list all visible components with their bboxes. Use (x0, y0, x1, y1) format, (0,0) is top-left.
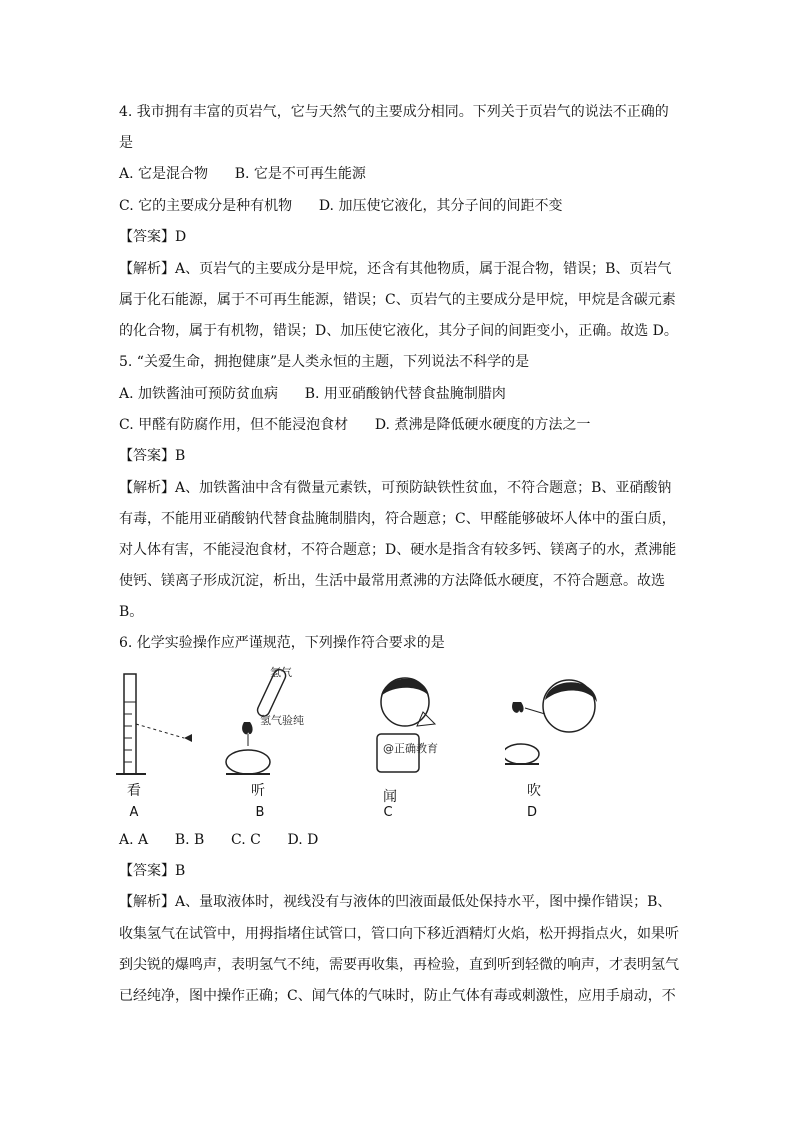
q5-analysis-line: 使钙、镁离子形成沉淀，析出，生活中最常用煮沸的方法降低水硬度，不符合题意。故选 (119, 573, 665, 589)
figure-letter-a: A (129, 805, 139, 820)
figure-letter-c: C (383, 805, 393, 820)
q5-analysis-line: 有毒，不能用亚硝酸钠代替食盐腌制腊肉，符合题意；C、甲醛能够破坏人体中的蛋白质， (119, 511, 676, 527)
q5-options-cd: C. 甲醛有防腐作用，但不能浸泡食材 D. 煮沸是降低硬水硬度的方法之一 (119, 417, 591, 433)
q5-analysis-line: 【解析】A、加铁酱油中含有微量元素铁，可预防缺铁性贫血，不符合题意；B、亚硝酸钠 (119, 480, 672, 496)
q6-analysis-line: 【解析】A、量取液体时，视线没有与液体的凹液面最低处保持水平，图中操作错误；B、 (119, 894, 672, 910)
q4-analysis-line: 【解析】A、页岩气的主要成分是甲烷，还含有其他物质，属于混合物，错误；B、页岩气 (119, 261, 672, 277)
q4-options-ab: A. 它是混合物 B. 它是不可再生能源 (119, 166, 366, 182)
blowing-illustration (505, 662, 655, 782)
q6-analysis-line: 已经纯净，图中操作正确；C、闻气体的气味时，防止气体有毒或刺激性，应用手扇动，不 (119, 988, 676, 1004)
q5-analysis-line: B。 (119, 604, 144, 620)
tube-label-top: 氢气 (270, 666, 292, 679)
watermark: @正确教育 (383, 742, 438, 755)
q5-analysis-line: 对人体有害，不能浸泡食材，不符合题意；D、硬水是指含有较多钙、镁离子的水，煮沸能 (119, 542, 677, 558)
q4-analysis-line: 属于化石能源，属于不可再生能源，错误；C、页岩气的主要成分是甲烷，甲烷是含碳元素 (119, 292, 676, 308)
figure-letter-b: B (255, 805, 265, 820)
lab-operations-figure (110, 662, 710, 822)
q6-stem: 6. 化学实验操作应严谨规范，下列操作符合要求的是 (119, 635, 445, 651)
q5-answer: 【答案】B (119, 448, 186, 464)
q4-stem-line1: 4. 我市拥有丰富的页岩气，它与天然气的主要成分相同。下列关于页岩气的说法不正确的 (119, 104, 669, 120)
q4-stem-line2: 是 (119, 135, 133, 151)
q6-analysis-line: 到尖锐的爆鸣声，表明氢气不纯，需要再收集，再检验，直到听到轻微的响声，才表明氢气 (119, 957, 679, 973)
q4-answer: 【答案】D (119, 229, 187, 245)
caption-b: 听 (251, 783, 265, 799)
q6-answer: 【答案】B (119, 863, 186, 879)
q4-analysis-line: 的化合物，属于有机物，错误；D、加压使它液化，其分子间的间距变小，正确。故选 D。 (119, 323, 678, 339)
q4-options-cd: C. 它的主要成分是种有机物 D. 加压使它液化，其分子间的间距不变 (119, 198, 563, 214)
caption-a: 看 (127, 783, 141, 799)
q5-stem: 5. “关爱生命，拥抱健康”是人类永恒的主题，下列说法不科学的是 (119, 354, 530, 370)
caption-d: 吹 (527, 783, 541, 799)
caption-c: 闻 (383, 789, 397, 805)
tube-label-side: 氢气验纯 (260, 714, 304, 727)
q6-analysis-line: 收集氢气在试管中，用拇指堵住试管口，管口向下移近酒精灯火焰，松开拇指点火，如果听 (119, 926, 679, 942)
q6-options: A. A B. B C. C D. D (119, 832, 319, 848)
smelling-illustration (365, 662, 475, 782)
cylinder-reading-illustration (110, 662, 220, 782)
q5-options-ab: A. 加铁酱油可预防贫血病 B. 用亚硝酸钠代替食盐腌制腊肉 (119, 386, 506, 402)
figure-letter-d: D (526, 805, 537, 820)
